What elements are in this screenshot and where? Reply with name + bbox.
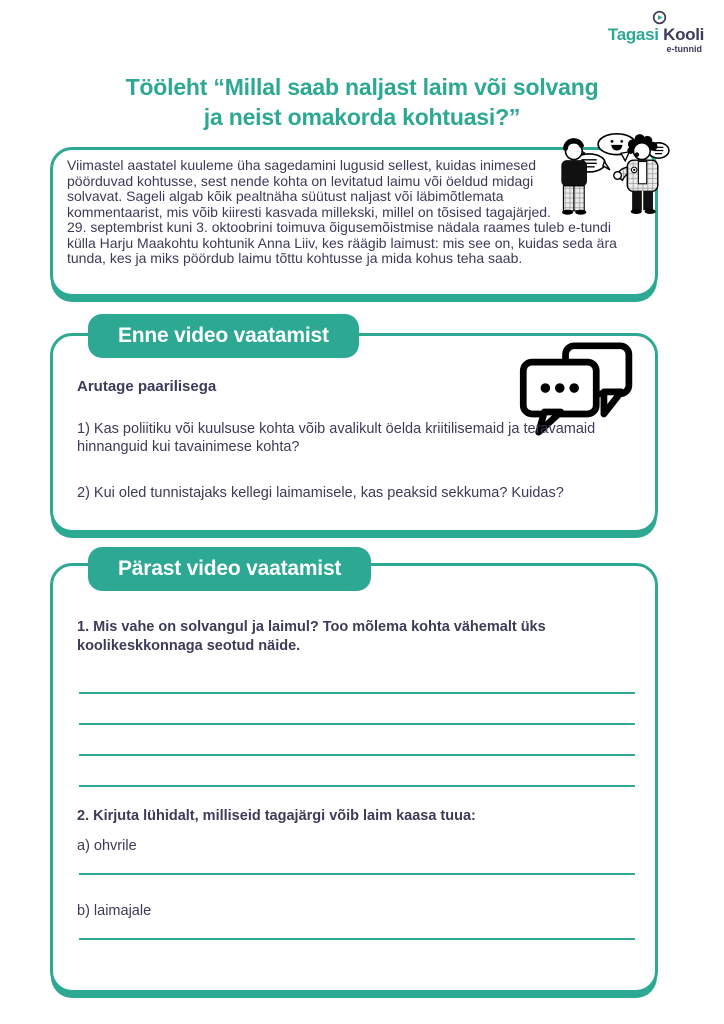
page-title-line1: Tööleht “Millal saab naljast laim või solvang — [125, 74, 599, 100]
answer-line — [79, 754, 635, 756]
answer-line — [79, 785, 635, 787]
two-people-talking-illustration — [553, 113, 671, 249]
discussion-subtitle: Arutage paarilisega — [77, 378, 217, 395]
after-question-2a-label: a) ohvrile — [77, 838, 137, 854]
logo-brand-primary: Tagasi — [607, 25, 659, 44]
play-circle-icon — [652, 10, 667, 25]
tagasi-kooli-logo — [604, 10, 708, 54]
after-question-1: 1. Mis vahe on solvangul ja laimul? Too mõlema kohta vähemalt üks koolikeskkonnaga seotud näide. — [77, 619, 546, 654]
logo-brand-secondary: Kooli — [663, 25, 705, 44]
after-question-2: 2. Kirjuta lühidalt, milliseid tagajärgi võib laim kaasa tuua: — [77, 808, 476, 824]
page-title-line2: ja neist omakorda kohtuasi?” — [203, 104, 521, 130]
section-badge-after-video: Pärast video vaatamist — [88, 547, 371, 591]
intro-paragraph-1: Viimastel aastatel kuuleme üha sagedamini lugusid sellest, kuidas inimesed pöörduvad kohtusse, sest nende kohta on levitatud laimu või öeldud midagi solvavat. Sageli algab kõik pealtnäha süütust naljast või läbimõtlemata kommentaarist, mis võib kiiresti kasvada millekski, millel on tõsised tagajärjed. — [67, 157, 551, 220]
after-question-2b-label: b) laimajale — [77, 903, 152, 919]
before-question-2: 2) Kui oled tunnistajaks kellegi laimamisele, kas peaksid sekkuma? Kuidas? — [77, 485, 564, 501]
answer-line — [79, 873, 635, 875]
person-left — [561, 141, 587, 215]
before-video-box — [50, 333, 658, 533]
intro-paragraph-2: 29. septembrist kuni 3. oktoobrini toimuva õigusemõistmise nädala raames tuleb e-tundi külla Harju Maakohtu kohtunik Anna Liiv, kes räägib laimust: mis see on, kuidas seda ära tunda, kes ja miks pöördub laimu tõttu kohtusse ja mida kohus teha saab. — [67, 219, 617, 267]
logo-brand-text — [604, 26, 708, 43]
after-video-box — [50, 563, 658, 993]
answer-line — [79, 723, 635, 725]
section-badge-before-video: Enne video vaatamist — [88, 314, 359, 358]
answer-line — [79, 938, 635, 940]
before-question-1: 1) Kas poliitiku või kuulsuse kohta võib avalikult öelda kriitilisemaid ja teravamaid hinnanguid kui tavainimese kohta? — [77, 421, 596, 456]
answer-line — [79, 692, 635, 694]
logo-subtitle: e-tunnid — [666, 44, 702, 54]
